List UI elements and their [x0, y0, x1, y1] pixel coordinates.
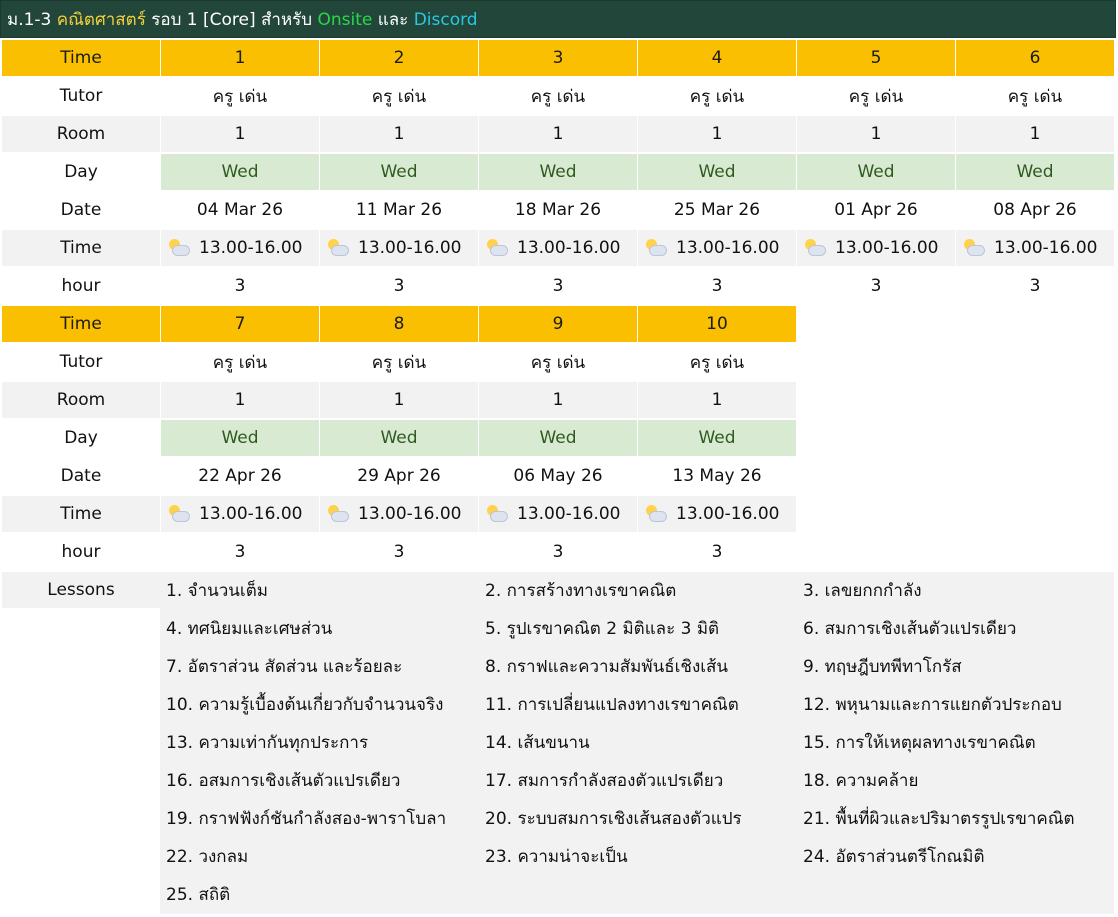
session-day-cell: [479, 154, 637, 190]
session-date-cell: [479, 458, 637, 494]
sun-behind-cloud-icon: [328, 505, 350, 523]
session-hour: 3: [393, 542, 405, 562]
session-day: Wed: [698, 428, 736, 448]
sun-behind-cloud-icon: [487, 239, 509, 257]
row-label-tutor: Tutor: [2, 344, 160, 380]
session-time-cell: [320, 496, 478, 532]
session-date: 08 Apr 26: [993, 200, 1077, 220]
session-day: Wed: [1016, 162, 1054, 182]
session-tutor: ครู เด่น: [689, 86, 745, 107]
session-room: 1: [711, 390, 723, 410]
lesson-item: 23. ความน่าจะเป็น: [485, 847, 628, 867]
session-room-cell: [479, 382, 637, 418]
session-tutor: ครู เด่น: [1007, 86, 1063, 107]
session-date: 04 Mar 26: [196, 200, 284, 220]
lesson-item: 5. รูปเรขาคณิต 2 มิติและ 3 มิติ: [485, 619, 720, 639]
session-time: 13.00-16.00: [199, 504, 303, 524]
session-hour-cell: [479, 534, 637, 570]
row-label-date: Date: [2, 458, 160, 494]
row-label-room: Room: [2, 382, 160, 418]
session-day: Wed: [380, 162, 418, 182]
session-day: Wed: [698, 162, 736, 182]
session-room-cell: [161, 116, 319, 152]
session-date-cell: [161, 458, 319, 494]
row-label-room: Room: [2, 116, 160, 152]
lesson-item: 2. การสร้างทางเรขาคณิต: [485, 581, 677, 601]
session-no-cell: [320, 306, 478, 342]
session-room: 1: [870, 124, 882, 144]
session-date: 06 May 26: [513, 466, 603, 486]
session-hour: 3: [870, 276, 882, 296]
session-day-cell: [320, 420, 478, 456]
session-no: 2: [393, 48, 405, 68]
row-label-time: Time: [2, 496, 160, 532]
session-tutor-cell: [638, 344, 796, 380]
session-date: 25 Mar 26: [673, 200, 761, 220]
session-day: Wed: [221, 428, 259, 448]
session-hour: 3: [711, 542, 723, 562]
title-subject: คณิตศาสตร์: [56, 10, 146, 30]
session-day: Wed: [221, 162, 259, 182]
session-day-cell: [638, 154, 796, 190]
session-time: 13.00-16.00: [358, 238, 462, 258]
session-room-cell: [320, 382, 478, 418]
session-date-cell: [797, 192, 955, 228]
session-time-cell: [956, 230, 1114, 266]
session-hour-cell: [638, 534, 796, 570]
session-date-cell: [956, 192, 1114, 228]
lesson-item: 11. การเปลี่ยนแปลงทางเรขาคณิต: [485, 695, 739, 715]
lesson-item: 8. กราฟและความสัมพันธ์เชิงเส้น: [485, 657, 729, 677]
session-date: 22 Apr 26: [198, 466, 282, 486]
session-date: 11 Mar 26: [355, 200, 443, 220]
lesson-item: 24. อัตราส่วนตรีโกณมิติ: [803, 847, 985, 867]
row-label-time: Time: [2, 230, 160, 266]
session-time-cell: [161, 230, 319, 266]
lesson-item: 9. ทฤษฎีบทพีทาโกรัส: [803, 657, 962, 677]
session-tutor-cell: [638, 78, 796, 114]
session-no: 8: [393, 314, 405, 334]
row-label-lessons: Lessons: [2, 572, 160, 608]
session-room-cell: [638, 116, 796, 152]
session-day-cell: [956, 154, 1114, 190]
session-room: 1: [393, 124, 405, 144]
lesson-item: 25. สถิติ: [166, 885, 231, 905]
session-no-cell: [638, 306, 796, 342]
session-no: 5: [870, 48, 882, 68]
session-time: 13.00-16.00: [835, 238, 939, 258]
session-time-cell: [479, 230, 637, 266]
session-tutor-cell: [161, 78, 319, 114]
session-no-cell: [479, 40, 637, 76]
lesson-item: 17. สมการกำลังสองตัวแปรเดียว: [485, 771, 724, 791]
session-day-cell: [638, 420, 796, 456]
session-tutor: ครู เด่น: [530, 352, 586, 373]
lesson-item: 7. อัตราส่วน สัดส่วน และร้อยละ: [166, 657, 403, 677]
sun-behind-cloud-icon: [169, 505, 191, 523]
sun-behind-cloud-icon: [487, 505, 509, 523]
session-hour-cell: [479, 268, 637, 304]
session-day-cell: [161, 420, 319, 456]
session-room: 1: [234, 390, 246, 410]
session-hour: 3: [234, 276, 246, 296]
session-tutor: ครู เด่น: [212, 86, 268, 107]
session-hour-cell: [320, 268, 478, 304]
session-no: 1: [234, 48, 246, 68]
session-no-cell: [956, 40, 1114, 76]
session-tutor-cell: [320, 344, 478, 380]
session-room-cell: [161, 382, 319, 418]
lesson-item: 6. สมการเชิงเส้นตัวแปรเดียว: [803, 619, 1017, 639]
lesson-item: 1. จำนวนเต็ม: [166, 581, 268, 601]
session-date-cell: [479, 192, 637, 228]
session-room-cell: [320, 116, 478, 152]
session-time-cell: [161, 496, 319, 532]
session-time-cell: [479, 496, 637, 532]
title-middle: รอบ 1 [Core] สำหรับ: [145, 10, 318, 30]
sun-behind-cloud-icon: [964, 239, 986, 257]
session-time: 13.00-16.00: [994, 238, 1098, 258]
session-room-cell: [956, 116, 1114, 152]
lesson-item: 12. พหุนามและการแยกตัวประกอบ: [803, 695, 1062, 715]
session-no: 10: [706, 314, 728, 334]
session-tutor: ครู เด่น: [212, 352, 268, 373]
sun-behind-cloud-icon: [805, 239, 827, 257]
session-day-cell: [479, 420, 637, 456]
session-hour-cell: [956, 268, 1114, 304]
session-no-cell: [638, 40, 796, 76]
schedule-title: [7, 1, 478, 39]
session-day: Wed: [380, 428, 418, 448]
session-no-cell: [797, 40, 955, 76]
session-no-cell: [479, 306, 637, 342]
lesson-item: 16. อสมการเชิงเส้นตัวแปรเดียว: [166, 771, 401, 791]
row-label-day: Day: [2, 154, 160, 190]
session-day-cell: [161, 154, 319, 190]
title-and: และ: [372, 10, 414, 30]
session-hour: 3: [711, 276, 723, 296]
lesson-item: 14. เส้นขนาน: [485, 733, 590, 753]
session-tutor-cell: [479, 78, 637, 114]
session-time-cell: [320, 230, 478, 266]
session-room: 1: [711, 124, 723, 144]
row-label-tutor: Tutor: [2, 78, 160, 114]
session-hour-cell: [320, 534, 478, 570]
session-tutor: ครู เด่น: [371, 352, 427, 373]
session-room-cell: [479, 116, 637, 152]
lesson-item: 20. ระบบสมการเชิงเส้นสองตัวแปร: [485, 809, 742, 829]
session-date-cell: [638, 192, 796, 228]
sun-behind-cloud-icon: [646, 505, 668, 523]
session-tutor-cell: [161, 344, 319, 380]
session-tutor: ครู เด่น: [530, 86, 586, 107]
session-day: Wed: [539, 428, 577, 448]
session-tutor-cell: [956, 78, 1114, 114]
session-time: 13.00-16.00: [517, 504, 621, 524]
title-onsite: Onsite: [317, 10, 373, 30]
session-date: 29 Apr 26: [357, 466, 441, 486]
lesson-item: 22. วงกลม: [166, 847, 249, 867]
session-room: 1: [234, 124, 246, 144]
session-hour-cell: [638, 268, 796, 304]
lesson-item: 3. เลขยกกกำลัง: [803, 581, 922, 601]
session-hour-cell: [161, 268, 319, 304]
title-discord: Discord: [413, 10, 478, 30]
lesson-item: 10. ความรู้เบื้องต้นเกี่ยวกับจำนวนจริง: [166, 695, 444, 715]
row-label-time: Time: [2, 306, 160, 342]
session-date: 13 May 26: [672, 466, 762, 486]
session-day: Wed: [857, 162, 895, 182]
session-time: 13.00-16.00: [358, 504, 462, 524]
lesson-item: 18. ความคล้าย: [803, 771, 919, 791]
session-no-cell: [320, 40, 478, 76]
session-day: Wed: [539, 162, 577, 182]
row-label-day: Day: [2, 420, 160, 456]
session-hour: 3: [1029, 276, 1041, 296]
sun-behind-cloud-icon: [646, 239, 668, 257]
session-time: 13.00-16.00: [517, 238, 621, 258]
session-room-cell: [638, 382, 796, 418]
session-hour: 3: [552, 276, 564, 296]
session-hour-cell: [797, 268, 955, 304]
session-tutor: ครู เด่น: [848, 86, 904, 107]
session-no: 6: [1029, 48, 1041, 68]
session-tutor-cell: [320, 78, 478, 114]
session-no-cell: [161, 40, 319, 76]
session-room: 1: [1029, 124, 1041, 144]
lesson-item: 19. กราฟฟังก์ชันกำลังสอง-พาราโบลา: [166, 809, 447, 829]
session-room: 1: [393, 390, 405, 410]
session-date: 18 Mar 26: [514, 200, 602, 220]
sun-behind-cloud-icon: [328, 239, 350, 257]
session-day-cell: [797, 154, 955, 190]
session-no-cell: [161, 306, 319, 342]
session-time: 13.00-16.00: [199, 238, 303, 258]
session-date-cell: [161, 192, 319, 228]
lesson-item: 13. ความเท่ากันทุกประการ: [166, 733, 369, 753]
schedule-title-bar: [0, 0, 1116, 38]
session-tutor-cell: [479, 344, 637, 380]
session-date: 01 Apr 26: [834, 200, 918, 220]
session-no: 7: [234, 314, 246, 334]
session-date-cell: [638, 458, 796, 494]
title-prefix: ม.1-3: [7, 10, 57, 30]
session-day-cell: [320, 154, 478, 190]
lesson-item: 15. การให้เหตุผลทางเรขาคณิต: [803, 733, 1036, 753]
session-hour: 3: [234, 542, 246, 562]
session-hour: 3: [552, 542, 564, 562]
session-no: 4: [711, 48, 723, 68]
row-label-hour: hour: [2, 268, 160, 304]
session-time-cell: [638, 230, 796, 266]
row-label-date: Date: [2, 192, 160, 228]
sun-behind-cloud-icon: [169, 239, 191, 257]
session-time: 13.00-16.00: [676, 504, 780, 524]
session-hour-cell: [161, 534, 319, 570]
session-time-cell: [638, 496, 796, 532]
session-hour: 3: [393, 276, 405, 296]
lesson-item: 4. ทศนิยมและเศษส่วน: [166, 619, 333, 639]
session-tutor: ครู เด่น: [371, 86, 427, 107]
session-date-cell: [320, 458, 478, 494]
session-room-cell: [797, 116, 955, 152]
session-time: 13.00-16.00: [676, 238, 780, 258]
session-no: 3: [552, 48, 564, 68]
row-label-time: Time: [2, 40, 160, 76]
session-tutor: ครู เด่น: [689, 352, 745, 373]
session-no: 9: [552, 314, 564, 334]
session-room: 1: [552, 390, 564, 410]
row-label-hour: hour: [2, 534, 160, 570]
session-tutor-cell: [797, 78, 955, 114]
session-room: 1: [552, 124, 564, 144]
session-date-cell: [320, 192, 478, 228]
session-time-cell: [797, 230, 955, 266]
lesson-item: 21. พื้นที่ผิวและปริมาตรรูปเรขาคณิต: [803, 809, 1075, 829]
